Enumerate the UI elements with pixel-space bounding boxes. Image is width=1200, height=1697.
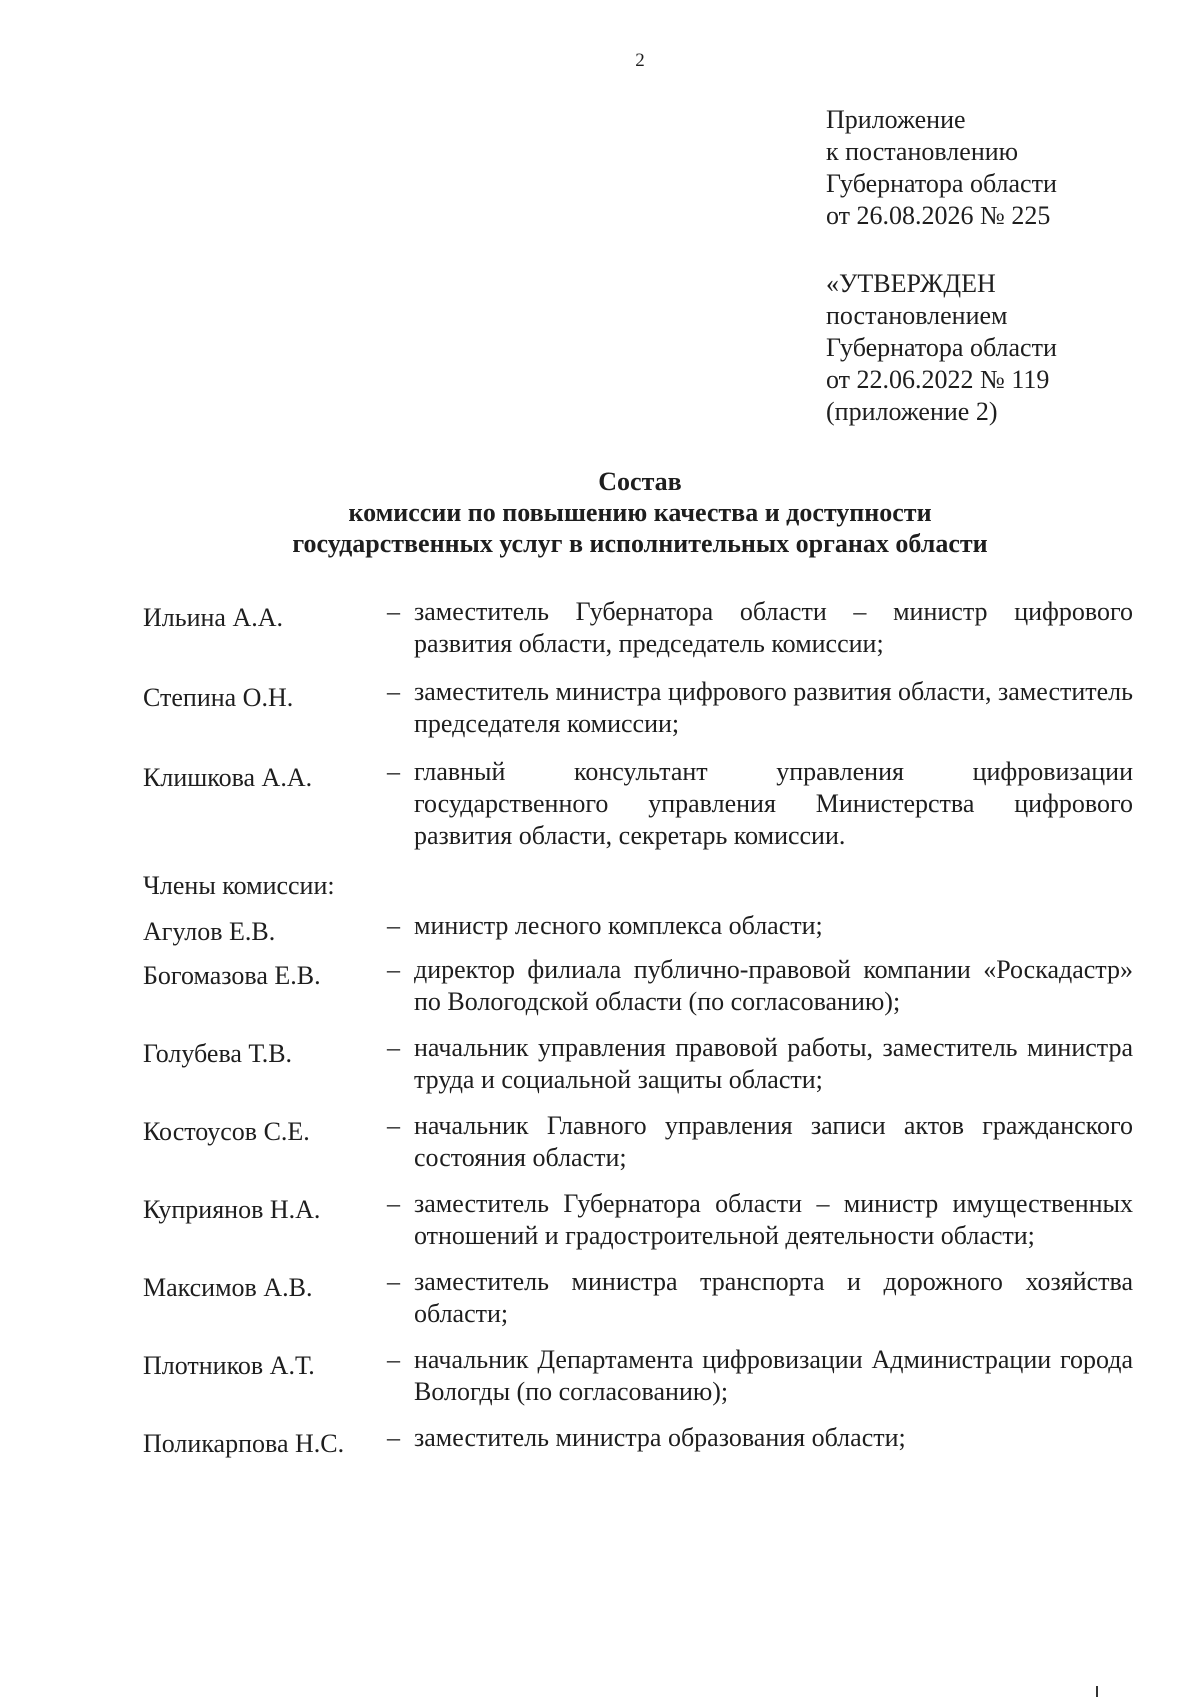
member-role: начальник Департамента цифровизации Администрации города Вологды (по согласованию); bbox=[414, 1345, 1133, 1406]
member-role: заместитель министра цифрового развития области, заместитель председателя комиссии; bbox=[414, 677, 1133, 738]
member-name: Плотников А.Т. bbox=[143, 1351, 315, 1380]
dash: – bbox=[387, 1033, 400, 1062]
title-line: комиссии по повышению качества и доступности bbox=[348, 498, 932, 527]
member-name: Костоусов С.Е. bbox=[143, 1117, 310, 1146]
member-role: директор филиала публично-правовой компании «Роскадастр» по Вологодской области (по согласованию); bbox=[414, 955, 1133, 1016]
dash: – bbox=[387, 597, 400, 626]
member-row bbox=[143, 1266, 1133, 1330]
member-row bbox=[143, 1032, 1133, 1096]
approved-line: Губернатора области bbox=[826, 333, 1057, 362]
member-role: заместитель министра образования области; bbox=[414, 1423, 906, 1452]
member-row bbox=[143, 910, 1133, 948]
member-role: начальник управления правовой работы, заместитель министра труда и социальной защиты области; bbox=[414, 1033, 1133, 1094]
annex-line: к постановлению bbox=[826, 137, 1019, 166]
page-number: 2 bbox=[635, 50, 645, 71]
member-name: Куприянов Н.А. bbox=[143, 1195, 321, 1224]
approved-line: «УТВЕРЖДЕН bbox=[826, 269, 996, 298]
annex-line: Губернатора области bbox=[826, 169, 1057, 198]
member-role: заместитель министра транспорта и дорожного хозяйства области; bbox=[414, 1267, 1133, 1328]
member-role: министр лесного комплекса области; bbox=[414, 911, 823, 940]
member-row bbox=[143, 1188, 1133, 1252]
member-row bbox=[143, 1422, 1133, 1460]
members-label: Члены комиссии: bbox=[143, 871, 335, 900]
member-role: заместитель Губернатора области – министр имущественных отношений и градостроительной деятельности области; bbox=[414, 1189, 1133, 1250]
title-line: Состав bbox=[598, 467, 682, 496]
approved-line: постановлением bbox=[826, 301, 1008, 330]
member-name: Ильина А.А. bbox=[143, 603, 284, 632]
dash: – bbox=[387, 1267, 400, 1296]
approved-block bbox=[826, 268, 1057, 428]
member-name: Клишкова А.А. bbox=[143, 763, 313, 792]
member-row bbox=[143, 756, 1133, 852]
member-name: Поликарпова Н.С. bbox=[143, 1429, 345, 1458]
dash: – bbox=[387, 677, 400, 706]
member-row bbox=[143, 1344, 1133, 1408]
member-row bbox=[143, 676, 1133, 740]
document-title bbox=[0, 466, 1200, 559]
dash: – bbox=[387, 955, 400, 984]
member-name: Максимов А.В. bbox=[143, 1273, 313, 1302]
approved-line: (приложение 2) bbox=[826, 397, 998, 426]
member-name: Агулов Е.В. bbox=[143, 917, 276, 946]
member-name: Голубева Т.В. bbox=[143, 1039, 293, 1068]
title-line: государственных услуг в исполнительных органах области bbox=[292, 529, 988, 558]
dash: – bbox=[387, 1111, 400, 1140]
member-role: главный консультант управления цифровизации государственного управления Министерства цифрового развития области, секретарь комиссии. bbox=[414, 757, 1133, 850]
dash: – bbox=[387, 1345, 400, 1374]
member-row bbox=[143, 954, 1133, 1018]
dash: – bbox=[387, 1189, 400, 1218]
member-row bbox=[143, 596, 1133, 660]
member-row bbox=[143, 1110, 1133, 1174]
approved-line: от 22.06.2022 № 119 bbox=[826, 365, 1050, 394]
member-role: заместитель Губернатора области – министр цифрового развития области, председатель комиссии; bbox=[414, 597, 1133, 658]
annex-line: от 26.08.2026 № 225 bbox=[826, 201, 1051, 230]
commission-list bbox=[143, 596, 1133, 1460]
member-name: Богомазова Е.В. bbox=[143, 961, 321, 990]
annex-line: Приложение bbox=[826, 105, 966, 134]
annex-block bbox=[826, 104, 1057, 232]
member-name: Степина О.Н. bbox=[143, 683, 294, 712]
scan-edge-mark bbox=[1096, 1686, 1098, 1697]
member-role: начальник Главного управления записи актов гражданского состояния области; bbox=[414, 1111, 1133, 1172]
dash: – bbox=[387, 757, 400, 786]
dash: – bbox=[387, 1423, 400, 1452]
dash: – bbox=[387, 911, 400, 940]
